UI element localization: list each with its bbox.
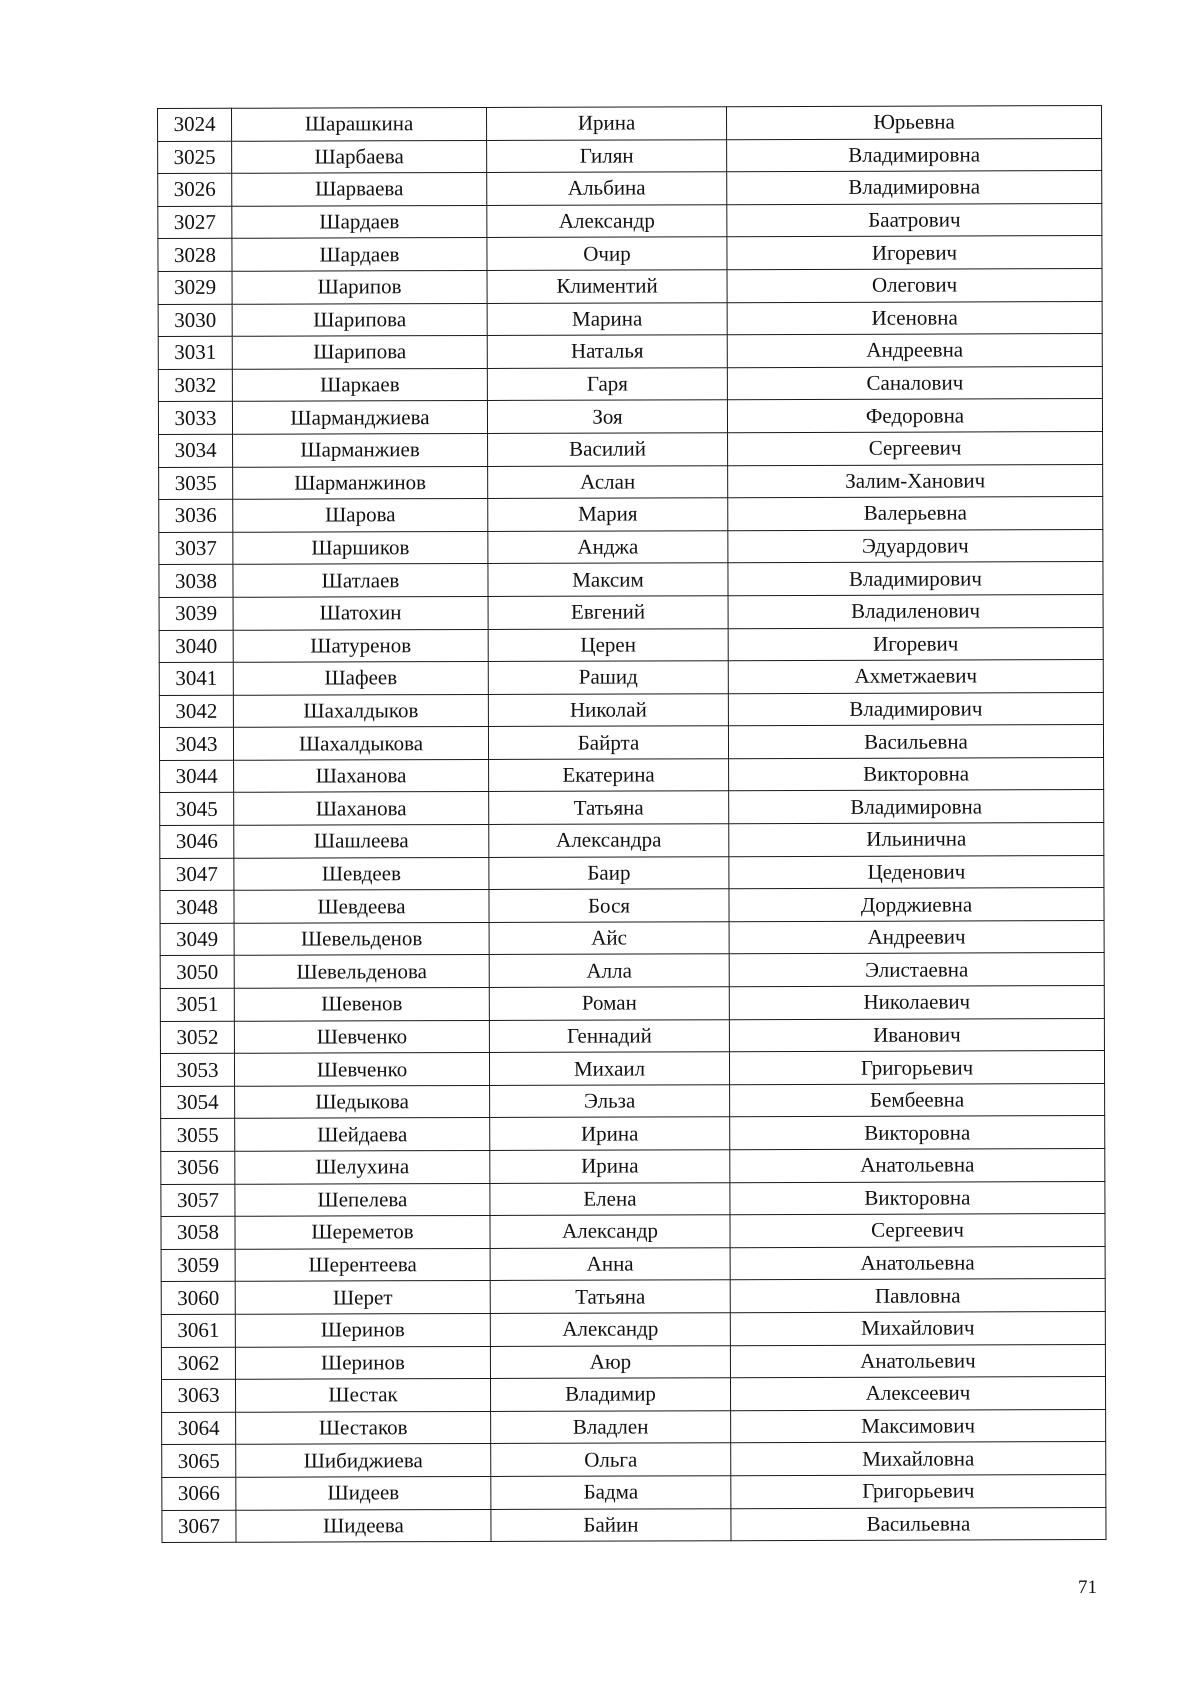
surname-cell: Шибиджиева (236, 1444, 491, 1477)
table-row (161, 1344, 1105, 1380)
table-row (160, 920, 1104, 956)
first-name-cell: Максим (488, 563, 728, 596)
patronymic-cell: Саналович (727, 366, 1102, 400)
surname-cell: Шедыкова (235, 1085, 490, 1118)
table-row (162, 1442, 1106, 1478)
first-name-cell: Василий (488, 433, 728, 466)
patronymic-cell: Олегович (727, 269, 1102, 303)
surname-cell: Шевенов (234, 987, 489, 1020)
table-row (158, 269, 1102, 305)
first-name-cell: Алла (489, 954, 729, 987)
patronymic-cell: Сергеевич (728, 431, 1103, 465)
patronymic-cell: Владимирович (728, 692, 1103, 726)
table-row (158, 236, 1102, 272)
patronymic-cell: Баатрович (727, 203, 1102, 237)
names-table-body (158, 106, 1107, 1543)
surname-cell: Шевдеева (234, 890, 489, 923)
table-row (162, 1474, 1106, 1510)
row-number-cell: 3050 (160, 956, 234, 989)
patronymic-cell: Викторовна (730, 1181, 1105, 1215)
row-number-cell: 3059 (161, 1249, 235, 1282)
patronymic-cell: Максимович (731, 1409, 1106, 1443)
table-row (159, 464, 1103, 500)
row-number-cell: 3040 (159, 630, 233, 663)
surname-cell: Шарашкина (232, 107, 487, 140)
patronymic-cell: Викторовна (730, 1116, 1105, 1150)
table-row (159, 594, 1103, 630)
patronymic-cell: Алексеевич (730, 1377, 1105, 1411)
table-row (158, 171, 1102, 207)
patronymic-cell: Владимировна (727, 171, 1102, 205)
patronymic-cell: Андреевич (729, 920, 1104, 954)
surname-cell: Шестак (235, 1379, 490, 1412)
surname-cell: Шатуренов (233, 629, 488, 662)
surname-cell: Шатохин (233, 596, 488, 629)
row-number-cell: 3065 (162, 1445, 236, 1478)
names-table (157, 105, 1107, 1543)
row-number-cell: 3057 (161, 1184, 235, 1217)
first-name-cell: Владимир (490, 1378, 730, 1411)
surname-cell: Шардаев (232, 205, 487, 238)
row-number-cell: 3052 (160, 1021, 234, 1054)
row-number-cell: 3046 (160, 825, 234, 858)
first-name-cell: Анна (490, 1247, 730, 1280)
row-number-cell: 3058 (161, 1216, 235, 1249)
table-row (161, 1311, 1105, 1347)
first-name-cell: Рашид (488, 661, 728, 694)
row-number-cell: 3049 (160, 923, 234, 956)
surname-cell: Шаханова (234, 759, 489, 792)
row-number-cell: 3060 (161, 1282, 235, 1315)
table-row (160, 1018, 1104, 1054)
table-row (158, 138, 1102, 174)
first-name-cell: Евгений (488, 596, 728, 629)
table-row (160, 855, 1104, 891)
row-number-cell: 3045 (160, 793, 234, 826)
table-row (161, 1116, 1105, 1152)
first-name-cell: Бадма (491, 1476, 731, 1509)
patronymic-cell: Владимирович (728, 562, 1103, 596)
surname-cell: Шерентеева (235, 1248, 490, 1281)
row-number-cell: 3067 (162, 1510, 236, 1543)
table-row (161, 1149, 1105, 1185)
first-name-cell: Александр (490, 1215, 730, 1248)
first-name-cell: Аюр (490, 1345, 730, 1378)
patronymic-cell: Васильевна (728, 725, 1103, 759)
first-name-cell: Айс (489, 922, 729, 955)
surname-cell: Шевдеев (234, 857, 489, 890)
table-row (161, 1279, 1105, 1315)
first-name-cell: Байрта (488, 726, 728, 759)
row-number-cell: 3029 (158, 271, 232, 304)
surname-cell: Шарманджиева (232, 401, 487, 434)
surname-cell: Шевченко (234, 1020, 489, 1053)
first-name-cell: Геннадий (489, 1019, 729, 1052)
patronymic-cell: Владиленович (728, 594, 1103, 628)
row-number-cell: 3039 (159, 597, 233, 630)
surname-cell: Шатлаев (233, 564, 488, 597)
row-number-cell: 3056 (161, 1151, 235, 1184)
surname-cell: Шарипов (232, 270, 487, 303)
patronymic-cell: Игоревич (727, 236, 1102, 270)
table-row (160, 1051, 1104, 1087)
patronymic-cell: Михайловна (731, 1442, 1106, 1476)
table-row (159, 497, 1103, 533)
table-row (159, 562, 1103, 598)
row-number-cell: 3034 (159, 434, 233, 467)
patronymic-cell: Дорджиевна (729, 888, 1104, 922)
surname-cell: Шарманжиев (233, 433, 488, 466)
row-number-cell: 3028 (158, 239, 232, 272)
patronymic-cell: Залим-Ханович (728, 464, 1103, 498)
first-name-cell: Ольга (491, 1443, 731, 1476)
surname-cell: Шепелева (235, 1183, 490, 1216)
row-number-cell: 3061 (161, 1314, 235, 1347)
first-name-cell: Екатерина (489, 759, 729, 792)
row-number-cell: 3051 (160, 988, 234, 1021)
row-number-cell: 3042 (159, 695, 233, 728)
row-number-cell: 3026 (158, 173, 232, 206)
table-row (161, 1377, 1105, 1413)
surname-cell: Шейдаева (235, 1118, 490, 1151)
patronymic-cell: Элистаевна (729, 953, 1104, 987)
patronymic-cell: Бембеевна (730, 1083, 1105, 1117)
table-row (158, 399, 1102, 435)
first-name-cell: Гилян (487, 139, 727, 172)
surname-cell: Шарипова (232, 303, 487, 336)
table-row (159, 660, 1103, 696)
row-number-cell: 3037 (159, 532, 233, 565)
surname-cell: Шарваева (232, 173, 487, 206)
table-row (162, 1507, 1106, 1543)
table-row (161, 1214, 1105, 1250)
row-number-cell: 3043 (159, 728, 233, 761)
surname-cell: Шереметов (235, 1216, 490, 1249)
patronymic-cell: Иванович (729, 1018, 1104, 1052)
first-name-cell: Зоя (487, 400, 727, 433)
first-name-cell: Церен (488, 628, 728, 661)
patronymic-cell: Владимировна (729, 790, 1104, 824)
first-name-cell: Роман (489, 987, 729, 1020)
patronymic-cell: Андреевна (727, 334, 1102, 368)
first-name-cell: Климентий (487, 270, 727, 303)
row-number-cell: 3038 (159, 565, 233, 598)
patronymic-cell: Васильевна (731, 1507, 1106, 1541)
row-number-cell: 3066 (162, 1477, 236, 1510)
surname-cell: Шаханова (234, 792, 489, 825)
patronymic-cell: Павловна (730, 1279, 1105, 1313)
row-number-cell: 3027 (158, 206, 232, 239)
patronymic-cell: Федоровна (727, 399, 1102, 433)
table-row (160, 953, 1104, 989)
table-row (158, 203, 1102, 239)
first-name-cell: Александр (490, 1313, 730, 1346)
first-name-cell: Александра (489, 824, 729, 857)
surname-cell: Шахалдыков (233, 694, 488, 727)
patronymic-cell: Эдуардович (728, 529, 1103, 563)
first-name-cell: Эльза (490, 1085, 730, 1118)
first-name-cell: Очир (487, 237, 727, 270)
row-number-cell: 3064 (162, 1412, 236, 1445)
surname-cell: Шевельденова (234, 955, 489, 988)
surname-cell: Шарманжинов (233, 466, 488, 499)
surname-cell: Шеринов (235, 1313, 490, 1346)
table-row (160, 888, 1104, 924)
surname-cell: Шаршиков (233, 531, 488, 564)
surname-cell: Шарова (233, 499, 488, 532)
row-number-cell: 3055 (161, 1119, 235, 1152)
patronymic-cell: Николаевич (729, 986, 1104, 1020)
surname-cell: Шевченко (234, 1053, 489, 1086)
first-name-cell: Елена (490, 1182, 730, 1215)
row-number-cell: 3047 (160, 858, 234, 891)
surname-cell: Шидеев (236, 1476, 491, 1509)
patronymic-cell: Цеденович (729, 855, 1104, 889)
first-name-cell: Мария (488, 498, 728, 531)
row-number-cell: 3048 (160, 891, 234, 924)
patronymic-cell: Анатольевич (730, 1344, 1105, 1378)
patronymic-cell: Игоревич (728, 627, 1103, 661)
surname-cell: Шахалдыкова (233, 727, 488, 760)
row-number-cell: 3044 (160, 760, 234, 793)
row-number-cell: 3024 (158, 108, 232, 141)
surname-cell: Шеринов (235, 1346, 490, 1379)
surname-cell: Шидеева (236, 1509, 491, 1542)
surname-cell: Шерет (235, 1281, 490, 1314)
table-row (161, 1246, 1105, 1282)
surname-cell: Шафеев (233, 662, 488, 695)
patronymic-cell: Анатольевна (730, 1149, 1105, 1183)
first-name-cell: Альбина (487, 172, 727, 205)
table-row (159, 725, 1103, 761)
first-name-cell: Николай (488, 693, 728, 726)
first-name-cell: Татьяна (490, 1280, 730, 1313)
surname-cell: Шарипова (232, 336, 487, 369)
patronymic-cell: Валерьевна (728, 497, 1103, 531)
page-number: 71 (1078, 1577, 1097, 1598)
surname-cell: Шаркаев (232, 368, 487, 401)
row-number-cell: 3054 (161, 1086, 235, 1119)
first-name-cell: Бося (489, 889, 729, 922)
patronymic-cell: Сергеевич (730, 1214, 1105, 1248)
table-row (159, 692, 1103, 728)
surname-cell: Шарбаева (232, 140, 487, 173)
patronymic-cell: Викторовна (729, 757, 1104, 791)
row-number-cell: 3062 (161, 1347, 235, 1380)
table-row (158, 106, 1102, 142)
first-name-cell: Ирина (486, 107, 726, 140)
first-name-cell: Баир (489, 856, 729, 889)
surname-cell: Шестаков (236, 1411, 491, 1444)
table-row (159, 627, 1103, 663)
row-number-cell: 3041 (159, 662, 233, 695)
first-name-cell: Гаря (487, 367, 727, 400)
patronymic-cell: Юрьевна (726, 106, 1101, 140)
table-row (159, 529, 1103, 565)
patronymic-cell: Ахметжаевич (728, 660, 1103, 694)
table-row (160, 757, 1104, 793)
first-name-cell: Байин (491, 1508, 731, 1541)
row-number-cell: 3033 (158, 402, 232, 435)
table-row (160, 790, 1104, 826)
first-name-cell: Татьяна (489, 791, 729, 824)
surname-cell: Шардаев (232, 238, 487, 271)
first-name-cell: Ирина (490, 1117, 730, 1150)
table-row (160, 823, 1104, 859)
first-name-cell: Владлен (491, 1410, 731, 1443)
table-row (162, 1409, 1106, 1445)
table-row (159, 431, 1103, 467)
surname-cell: Шевельденов (234, 922, 489, 955)
patronymic-cell: Анатольевна (730, 1246, 1105, 1280)
patronymic-cell: Ильинична (729, 823, 1104, 857)
table-row (161, 1181, 1105, 1217)
surname-cell: Шелухина (235, 1150, 490, 1183)
row-number-cell: 3053 (160, 1053, 234, 1086)
surname-cell: Шашлеева (234, 825, 489, 858)
row-number-cell: 3031 (158, 336, 232, 369)
patronymic-cell: Григорьевич (731, 1474, 1106, 1508)
first-name-cell: Аслан (488, 465, 728, 498)
first-name-cell: Марина (487, 302, 727, 335)
patronymic-cell: Владимировна (727, 138, 1102, 172)
table-row (158, 366, 1102, 402)
patronymic-cell: Исеновна (727, 301, 1102, 335)
row-number-cell: 3030 (158, 304, 232, 337)
patronymic-cell: Григорьевич (729, 1051, 1104, 1085)
table-row (158, 334, 1102, 370)
first-name-cell: Александр (487, 204, 727, 237)
row-number-cell: 3025 (158, 141, 232, 174)
first-name-cell: Анджа (488, 530, 728, 563)
table-row (160, 986, 1104, 1022)
first-name-cell: Наталья (487, 335, 727, 368)
row-number-cell: 3035 (159, 467, 233, 500)
row-number-cell: 3032 (158, 369, 232, 402)
first-name-cell: Михаил (489, 1052, 729, 1085)
row-number-cell: 3036 (159, 499, 233, 532)
row-number-cell: 3063 (161, 1379, 235, 1412)
first-name-cell: Ирина (490, 1150, 730, 1183)
table-row (161, 1083, 1105, 1119)
table-row (158, 301, 1102, 337)
patronymic-cell: Михайлович (730, 1311, 1105, 1345)
